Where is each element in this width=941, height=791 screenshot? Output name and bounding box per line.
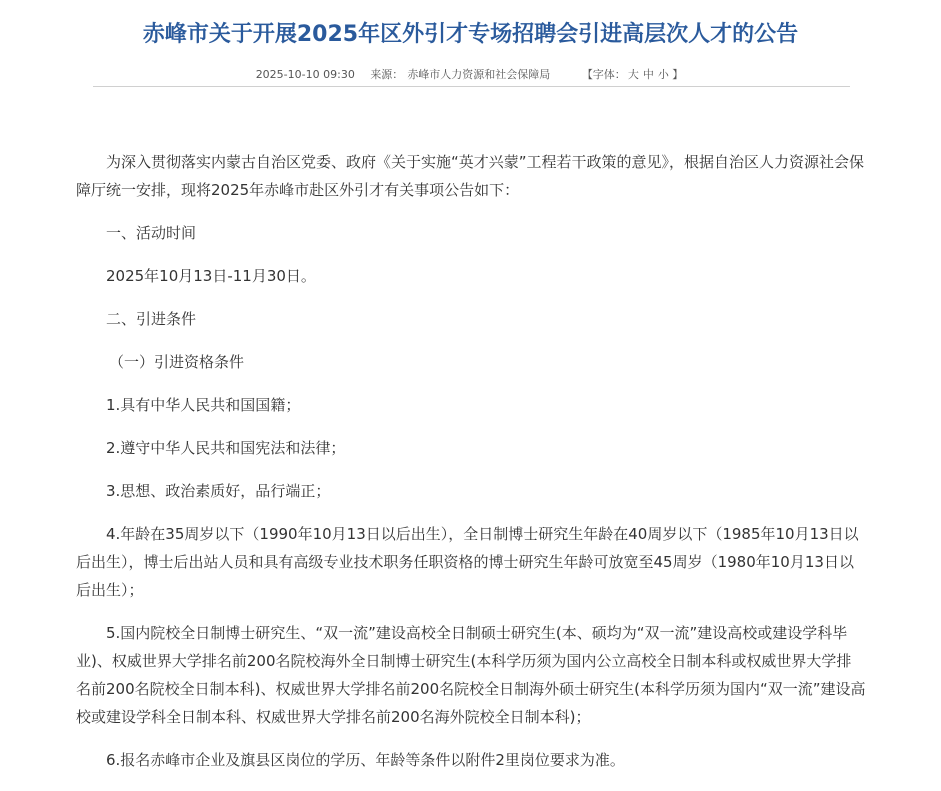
list-item: 1.具有中华人民共和国国籍； — [106, 396, 301, 414]
subheading-qualifications: （一）引进资格条件 — [109, 353, 245, 371]
source-label: 来源： — [370, 68, 404, 81]
heading-conditions: 二、引进条件 — [106, 310, 197, 328]
font-small-button[interactable]: 小 】 — [657, 68, 684, 81]
article-title: 赤峰市关于开展2025年区外引才专场招聘会引进高层次人才的公告 — [142, 22, 799, 47]
font-large-button[interactable]: 大 — [627, 68, 639, 81]
article-meta — [0, 66, 941, 82]
font-size-control — [582, 68, 686, 81]
list-item: 6.报名赤峰市企业及旗县区岗位的学历、年龄等条件以附件2里岗位要求为准。 — [106, 751, 625, 769]
font-size-label: 【字体： — [581, 68, 626, 81]
article-body — [76, 148, 866, 789]
title-divider — [93, 86, 850, 87]
list-item: 5.国内院校全日制博士研究生、“双一流”建设高校全日制硕士研究生(本、硕均为“双一流”建设高校或建设学科毕业)、权威世界大学排名前200名院校海外全日制博士研究生(本科学历须为国内公立高校全日制本科或权威世界大学排名前200名院校全日制本科)、权威世界大学排名前200名院校全日制海外硕士研究生(本科学历须为国内“双一流”建设高校或建设学科全日制本科、权威世界大学排名前200名海外院校全日制本科)； — [76, 624, 866, 726]
font-medium-button[interactable]: 中 — [642, 68, 654, 81]
list-item: 2.遵守中华人民共和国宪法和法律； — [106, 439, 346, 457]
list-item: 3.思想、政治素质好，品行端正； — [106, 482, 331, 500]
publish-date: 2025-10-10 09:30 — [255, 68, 355, 81]
source — [370, 68, 550, 81]
paragraph-activity-time: 2025年10月13日-11月30日。 — [106, 267, 316, 285]
heading-activity-time: 一、活动时间 — [106, 224, 197, 242]
paragraph-intro: 为深入贯彻落实内蒙古自治区党委、政府《关于实施“英才兴蒙”工程若干政策的意见》，根据自治区人力资源社会保障厅统一安排，现将2025年赤峰市赴区外引才有关事项公告如下： — [76, 153, 865, 199]
source-name: 赤峰市人力资源和社会保障局 — [407, 68, 551, 81]
list-item: 4.年龄在35周岁以下（1990年10月13日以后出生），全日制博士研究生年龄在40周岁以下（1985年10月13日以后出生），博士后出站人员和具有高级专业技术职务任职资格的博士研究生年龄可放宽至45周岁（1980年10月13日以后出生）； — [76, 525, 859, 599]
